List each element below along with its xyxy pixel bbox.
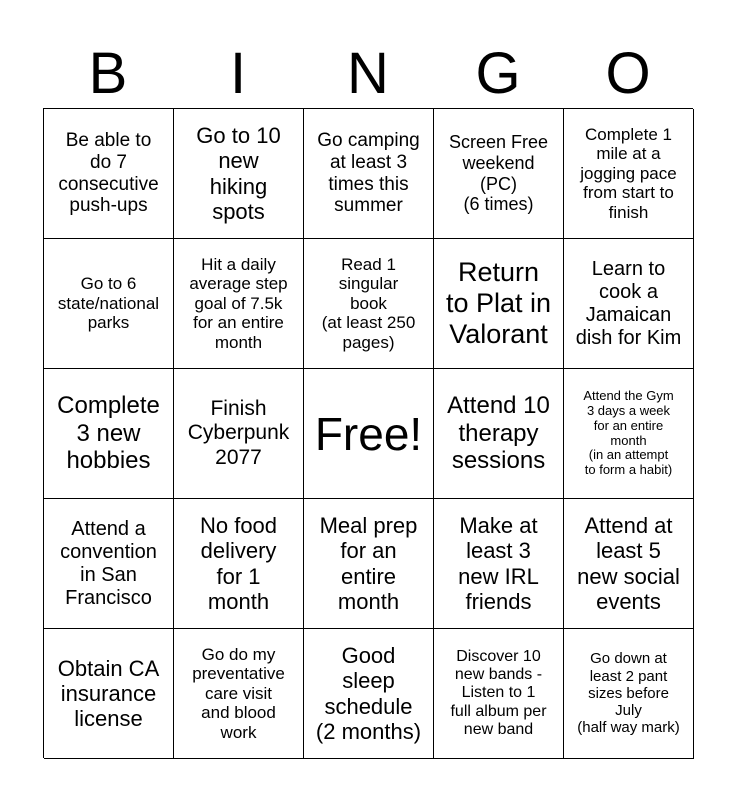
header-letter-g: G xyxy=(475,41,521,106)
bingo-cell-r4-c3[interactable]: Meal prep for an entire month xyxy=(304,499,434,629)
bingo-cell-r5-c4[interactable]: Discover 10 new bands - Listen to 1 full album per new band xyxy=(434,629,564,759)
header-letter-i: I xyxy=(229,41,247,106)
bingo-cell-r2-c2[interactable]: Hit a daily average step goal of 7.5k for an entire month xyxy=(174,239,304,369)
bingo-cell-r1-c4[interactable]: Screen Free weekend (PC) (6 times) xyxy=(434,109,564,239)
header-letter-n: N xyxy=(347,41,389,106)
bingo-cell-r2-c5[interactable]: Learn to cook a Jamaican dish for Kim xyxy=(564,239,694,369)
bingo-header xyxy=(43,40,693,108)
bingo-cell-r3-c5[interactable]: Attend the Gym 3 days a week for an entire month (in an attempt to form a habit) xyxy=(564,369,694,499)
bingo-cell-r2-c3[interactable]: Read 1 singular book (at least 250 pages) xyxy=(304,239,434,369)
bingo-cell-r3-c2[interactable]: Finish Cyberpunk 2077 xyxy=(174,369,304,499)
bingo-cell-r4-c2[interactable]: No food delivery for 1 month xyxy=(174,499,304,629)
bingo-cell-r4-c4[interactable]: Make at least 3 new IRL friends xyxy=(434,499,564,629)
bingo-cell-r4-c5[interactable]: Attend at least 5 new social events xyxy=(564,499,694,629)
bingo-cell-r3-c4[interactable]: Attend 10 therapy sessions xyxy=(434,369,564,499)
bingo-cell-r2-c1[interactable]: Go to 6 state/national parks xyxy=(44,239,174,369)
header-letter-b: B xyxy=(88,41,128,106)
bingo-cell-r2-c4[interactable]: Return to Plat in Valorant xyxy=(434,239,564,369)
bingo-cell-r1-c2[interactable]: Go to 10 new hiking spots xyxy=(174,109,304,239)
bingo-cell-r4-c1[interactable]: Attend a convention in San Francisco xyxy=(44,499,174,629)
bingo-cell-r3-c1[interactable]: Complete 3 new hobbies xyxy=(44,369,174,499)
bingo-board xyxy=(43,108,693,758)
bingo-cell-r1-c1[interactable]: Be able to do 7 consecutive push-ups xyxy=(44,109,174,239)
header-letter-o: O xyxy=(605,41,651,106)
bingo-cell-r1-c3[interactable]: Go camping at least 3 times this summer xyxy=(304,109,434,239)
bingo-cell-free[interactable]: Free! xyxy=(304,369,434,499)
bingo-cell-r5-c1[interactable]: Obtain CA insurance license xyxy=(44,629,174,759)
bingo-cell-r5-c2[interactable]: Go do my preventative care visit and blood work xyxy=(174,629,304,759)
bingo-cell-r5-c3[interactable]: Good sleep schedule (2 months) xyxy=(304,629,434,759)
bingo-cell-r1-c5[interactable]: Complete 1 mile at a jogging pace from start to finish xyxy=(564,109,694,239)
bingo-cell-r5-c5[interactable]: Go down at least 2 pant sizes before July (half way mark) xyxy=(564,629,694,759)
